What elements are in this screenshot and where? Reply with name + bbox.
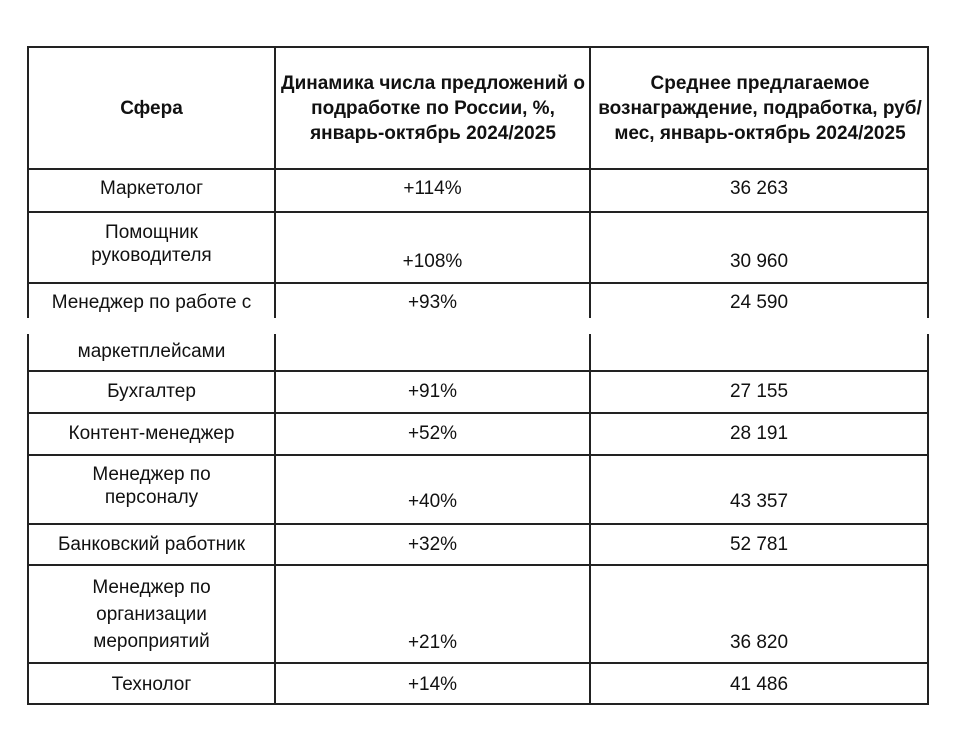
header-sphere: Сфера	[120, 97, 183, 119]
table-border-bottom	[27, 703, 929, 705]
cell-sphere: Технолог	[111, 674, 192, 695]
row-divider	[27, 523, 929, 525]
cell-sphere-continued: маркетплейсами	[77, 341, 226, 362]
row-divider	[27, 370, 929, 372]
cell-sphere: Помощник руководителя	[91, 222, 212, 266]
cell-salary: 43 357	[729, 491, 789, 512]
cell-dynamics: +32%	[407, 534, 458, 555]
row-divider	[27, 564, 929, 566]
cell-salary: 36 263	[729, 178, 789, 199]
row-divider	[27, 412, 929, 414]
cell-dynamics: +14%	[407, 674, 458, 695]
cell-salary: 36 820	[729, 632, 789, 653]
cell-sphere: Менеджер по организации мероприятий	[92, 577, 211, 652]
cell-salary: 41 486	[729, 674, 789, 695]
row-divider	[27, 662, 929, 664]
cell-sphere: Менеджер по персоналу	[92, 464, 211, 508]
row-divider	[27, 211, 929, 213]
cell-salary: 28 191	[729, 423, 789, 444]
cell-dynamics: +21%	[407, 632, 458, 653]
cell-sphere: Контент-менеджер	[68, 423, 235, 444]
cell-dynamics: +40%	[407, 491, 458, 512]
column-divider	[589, 46, 591, 705]
cell-sphere: Менеджер по работе с	[51, 292, 252, 313]
row-divider	[27, 454, 929, 456]
cell-sphere: Бухгалтер	[107, 381, 196, 402]
header-dynamics: Динамика числа предложений о подработке по России, %, январь-октябрь 2024/2025	[281, 72, 585, 144]
cell-salary: 52 781	[729, 534, 789, 555]
row-divider	[27, 282, 929, 284]
cell-sphere: Банковский работник	[57, 534, 246, 555]
cell-dynamics: +91%	[407, 381, 458, 402]
cell-sphere: Маркетолог	[99, 178, 204, 199]
cell-dynamics: +52%	[407, 423, 458, 444]
header-salary: Среднее предлагаемое вознаграждение, подработка, руб/мес, январь-октябрь 2024/2025	[598, 72, 922, 144]
row-divider	[27, 168, 929, 170]
image-split-gap	[0, 318, 978, 334]
cell-dynamics: +108%	[402, 251, 463, 272]
table-border-right	[927, 46, 929, 705]
cell-dynamics: +114%	[403, 178, 462, 199]
cell-salary: 24 590	[729, 292, 789, 313]
cell-salary: 30 960	[729, 251, 789, 272]
cell-dynamics: +93%	[407, 292, 458, 313]
column-divider	[274, 46, 276, 705]
cell-salary: 27 155	[729, 381, 789, 402]
